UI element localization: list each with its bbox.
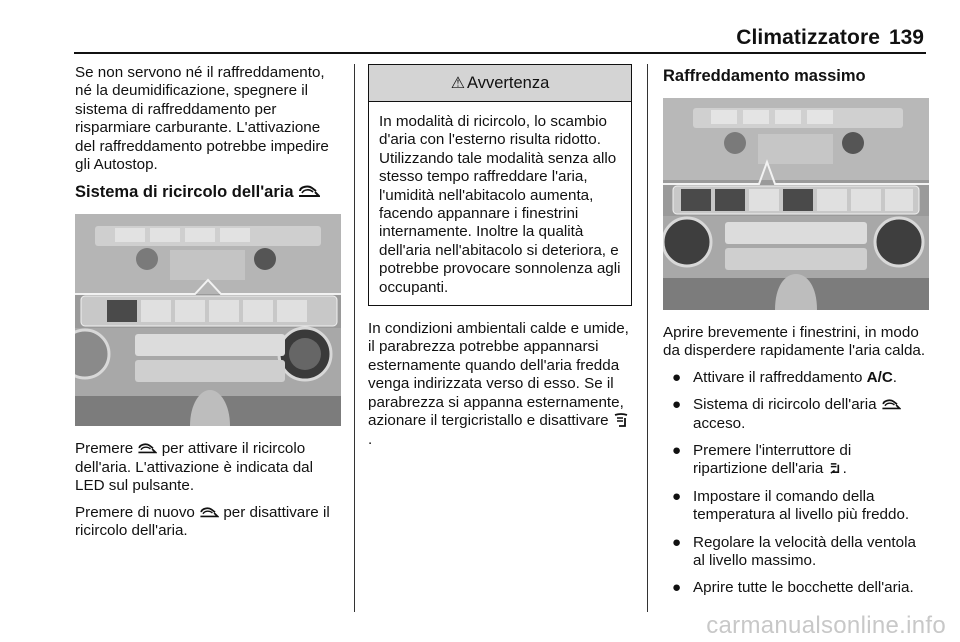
- text: Premere: [75, 440, 134, 458]
- text: per attivare il ricircolo dell'aria. L'attivazione è indicata dal LED sul pulsante.: [75, 440, 313, 495]
- recirculation-icon: [199, 507, 219, 519]
- list-item: [663, 534, 929, 571]
- text: Regolare la velocità della ventola al livello massimo.: [693, 533, 916, 570]
- text: per disattivare il ricircolo dell'aria.: [75, 503, 330, 540]
- page-title: Climatizzatore: [736, 26, 880, 49]
- text: Aprire tutte le bocchette dell'aria.: [693, 579, 914, 597]
- text: Impostare il comando della temperatura al livello più freddo.: [693, 487, 910, 524]
- paragraph-max-cooling-intro: Aprire brevemente i finestrini, in modo da disperdere rapidamente l'aria calda.: [663, 324, 926, 360]
- bullet: ●: [672, 442, 682, 460]
- climate-panel-photo-recirculation: [75, 214, 341, 426]
- bullet: ●: [672, 533, 682, 551]
- column-1: [75, 64, 343, 548]
- heading-text: Sistema di ricircolo dell'aria: [75, 183, 294, 202]
- recirculation-icon: [137, 443, 157, 455]
- text: Sistema di ricircolo dell'aria: [693, 396, 881, 414]
- page-number: 139: [888, 26, 924, 49]
- text: Premere di nuovo: [75, 503, 195, 521]
- warning-text: In modalità di ricircolo, lo scambio d'aria con l'esterno risulta ridotto. Utilizzando tale modalità senza allo stesso tempo raffreddare l'aria, l'umidità nell'abitacolo aumenta, facendo appannare i finestrini internamente. Inoltre la qualità dell'aria nell'abitacolo si deteriora, e potrebbe provocare sonnolenza agli occupanti.: [379, 113, 621, 296]
- list-item: [663, 396, 929, 433]
- text: .: [842, 460, 847, 478]
- bullet: ●: [672, 579, 682, 597]
- warning-title: Avvertenza: [467, 73, 550, 92]
- list-item: [663, 488, 929, 525]
- climate-panel-photo-max-cooling: [663, 98, 929, 310]
- list-item: [663, 579, 929, 597]
- text: Attivare il raffreddamento: [693, 368, 867, 386]
- paragraph-windscreen: [368, 320, 632, 449]
- bullet: ●: [672, 396, 682, 414]
- header-rule: [74, 52, 926, 54]
- list-item: [663, 369, 929, 387]
- warning-header: [369, 65, 631, 102]
- text: Premere l'interruttore di ripartizione dell'aria: [693, 442, 852, 478]
- recirculation-icon: [298, 185, 320, 199]
- text: In condizioni ambientali calde e umide, il parabrezza potrebbe appannarsi esternamente quando dell'aria fredda venga indirizzata verso di esso. Se il parabrezza si appanna esternamente, azionare il tergicristallo e disattivare: [368, 320, 629, 430]
- paragraph-activate: [75, 440, 343, 495]
- intro-paragraph: Se non servono né il raffreddamento, né la deumidificazione, spegnere il sistema di raffreddamento per risparmiare carburante. L'attivazione del raffreddamento potrebbe impedire gli Autostop.: [75, 64, 329, 174]
- bullet: ●: [672, 487, 682, 505]
- floor-air-distribution-icon: [828, 462, 843, 475]
- page-header: [0, 0, 960, 52]
- text: .: [892, 368, 898, 386]
- column-divider: [647, 64, 648, 612]
- max-cooling-steps: [663, 369, 929, 598]
- warning-icon: ⚠: [450, 75, 466, 92]
- warning-box: [368, 64, 632, 306]
- watermark: carmanualsonline.info: [706, 612, 946, 639]
- section-heading-recirculation: [75, 182, 343, 202]
- text: .: [368, 430, 373, 448]
- bullet: ●: [672, 368, 682, 386]
- ac-label: A/C: [866, 368, 893, 386]
- paragraph-deactivate: [75, 504, 343, 541]
- windscreen-air-distribution-icon: [613, 413, 629, 427]
- column-3: [663, 64, 929, 607]
- section-heading-max-cooling: Raffreddamento massimo: [663, 67, 866, 85]
- column-2: [368, 64, 632, 457]
- list-item: [663, 442, 929, 479]
- text: acceso.: [693, 414, 746, 432]
- recirculation-icon: [881, 399, 901, 411]
- column-divider: [354, 64, 355, 612]
